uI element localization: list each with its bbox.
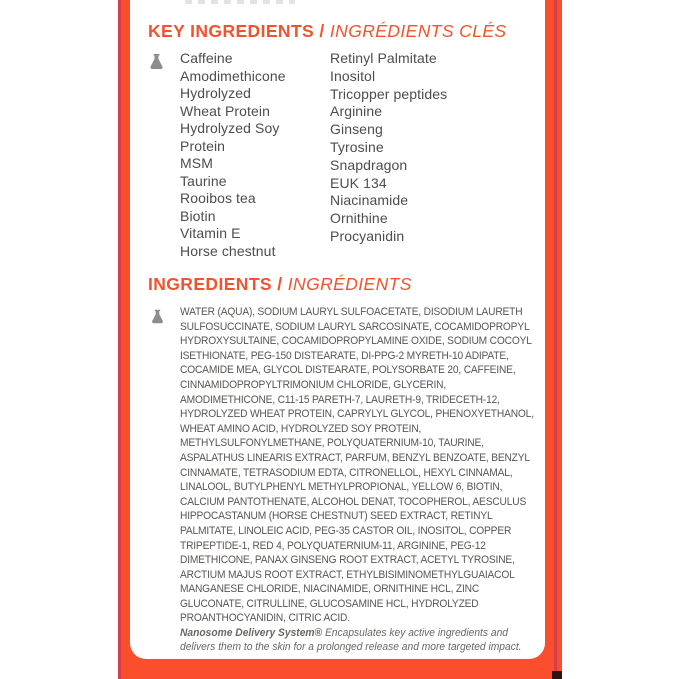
ingredients-heading-en: INGREDIENTS	[148, 274, 272, 294]
flask-icon	[149, 308, 166, 325]
key-ingredient-line: Rooibos tea	[180, 190, 256, 206]
ingredients-heading	[148, 274, 412, 295]
key-ingredients-column-right	[330, 50, 500, 246]
ingredients-heading-fr: INGRÉDIENTS	[287, 274, 412, 294]
key-ingredient-line: Hydrolyzed	[180, 85, 252, 101]
nanosome-note-text: Encapsulates key active ingredients and delivers them to the skin for a prolonged release and more targeted impact.	[180, 627, 522, 653]
flask-icon	[147, 52, 166, 71]
carton-left-edge-line	[118, 0, 121, 679]
nanosome-brand-name: Nanosome Delivery System®	[180, 627, 323, 639]
key-ingredient-line: Tricopper peptides	[330, 85, 448, 102]
carton-corner-shadow	[552, 671, 562, 679]
key-ingredient-line: Niacinamide	[330, 192, 409, 209]
full-ingredient-list: WATER (AQUA), SODIUM LAURYL SULFOACETATE, DISODIUM LAURETH SULFOSUCCINATE, SODIUM LAURYL SARCOSINATE, COCAMIDOPROPYL HYDROXYSULTAINE, COCAMIDOPROPYLAMINE OXIDE, SODIUM COCOYL ISETHIONATE, PEG-150 DISTEARATE, DI-PPG-2 MYRETH-10 ADIPATE, COCAMIDE MEA, GLYCOL DISTEARATE, POLYSORBATE 20, CAFFEINE, CINNAMIDOPROPYLTRIMONIUM CHLORIDE, GLYCERIN, AMODIMETHICONE, C11-15 PARETH-7, LAURETH-9, TRIDECETH-12, HYDROLYZED WHEAT PROTEIN, CAPRYLYL GLYCOL, PHENOXYETHANOL, WHEAT AMINO ACID, HYDROLYZED SOY PROTEIN, METHYLSULFONYLMETHANE, POLYQUATERNIUM-10, TAURINE, ASPALATHUS LINEARIS EXTRACT, PARFUM, BENZYL BENZOATE, BENZYL CINNAMATE, TETRASODIUM EDTA, CITRONELLOL, HEXYL CINNAMAL, LINALOOL, BUTYLPHENYL METHYLPROPIONAL, YELLOW 6, BIOTIN, CALCIUM PANTOTHENATE, ALCOHOL DENAT, TOCOPHEROL, AESCULUS HIPPOCASTANUM (HORSE CHESTNUT) SEED EXTRACT, RETINYL PALMITATE, LINOLEIC ACID, PEG-35 CASTOR OIL, INOSITOL, COPPER TRIPEPTIDE-1, RED 4, POLYQUATERNIUM-11, ARGININE, PEG-12 DIMETHICONE, PANAX GINSENG ROOT EXTRACT, ACETYL TYROSINE, ARCTIUM MAJUS ROOT EXTRACT, ETHYLBISIMINOMETHYLGUAIACOL MANGANESE CHLORIDE, NIACINAMIDE, ORNITHINE HCL, ZINC GLUCONATE, CITRULLINE, GLUCOSAMINE HCL, HYDROLYZED PROANTHOCYANIDIN, CITRIC ACID.	[180, 306, 534, 625]
cropped-text-fragment	[185, 0, 295, 4]
key-ingredient-line: Retinyl Palmitate	[330, 50, 437, 66]
key-ingredient-line: Inositol	[330, 67, 376, 84]
key-ingredients-heading-fr: INGRÉDIENTS CLÉS	[329, 21, 507, 41]
key-ingredient-line: Vitamin E	[180, 225, 241, 241]
key-ingredients-heading	[148, 21, 507, 42]
key-ingredient-line: Wheat Protein	[180, 102, 271, 119]
key-ingredient-line: Biotin	[180, 207, 216, 224]
key-ingredient-line: Taurine	[180, 172, 227, 189]
product-carton-edge	[118, 0, 562, 679]
key-ingredient-line: MSM	[180, 155, 213, 171]
key-ingredient-line: Procyanidin	[330, 227, 405, 244]
nanosome-note	[180, 627, 541, 654]
key-ingredients-heading-en: KEY INGREDIENTS	[148, 21, 315, 41]
carton-right-edge-line	[554, 0, 557, 679]
key-ingredient-line: EUK 134	[330, 174, 387, 191]
key-ingredients-column-left	[180, 50, 325, 260]
key-ingredient-line: Snapdragon	[330, 156, 408, 173]
key-ingredient-line: Tyrosine	[330, 138, 384, 155]
key-ingredient-line: Horse chestnut	[180, 242, 276, 259]
key-ingredient-line: Arginine	[330, 103, 383, 120]
heading-separator: /	[272, 274, 288, 294]
key-ingredient-line: Caffeine	[180, 50, 233, 66]
key-ingredient-line: Protein	[180, 137, 226, 154]
key-ingredient-line: Ginseng	[330, 121, 383, 138]
key-ingredient-line: Ornithine	[330, 210, 388, 227]
key-ingredient-line: Amodimethicone	[180, 67, 286, 84]
key-ingredient-line: Hydrolyzed Soy	[180, 120, 280, 136]
heading-separator: /	[314, 21, 330, 41]
ingredients-label-panel	[130, 0, 545, 659]
